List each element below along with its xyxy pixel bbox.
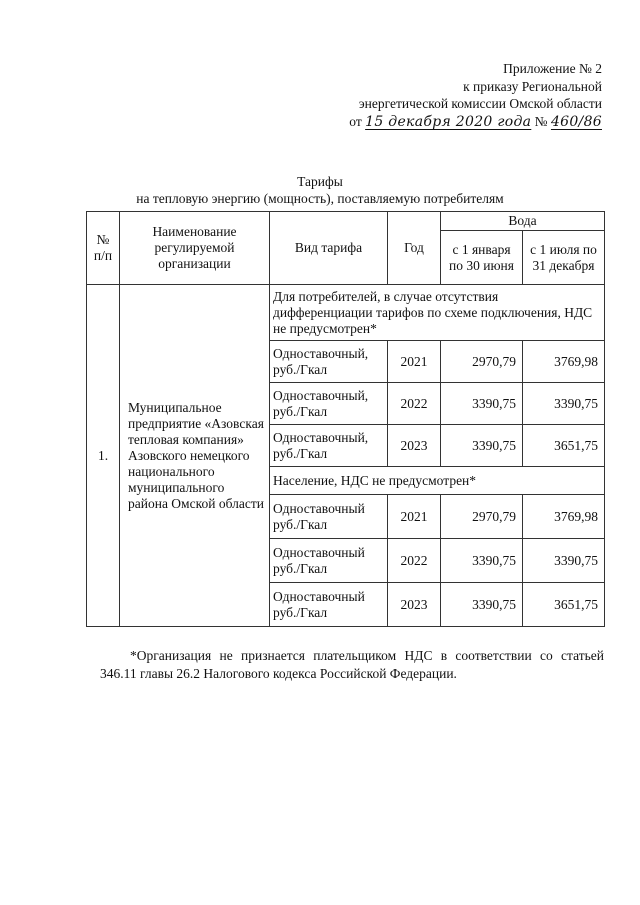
tariff-second-half: 3769,98	[523, 495, 605, 539]
organization-name: Муниципальное предприятие «Азовская тепловая компания» Азовского немецкого национального муниципального района Омской области	[120, 285, 270, 627]
tariff-kind: Одноставочный, руб./Гкал	[270, 383, 388, 425]
tariff-year: 2022	[388, 539, 441, 583]
tariff-kind: Одноставочный, руб./Гкал	[270, 425, 388, 467]
tariff-second-half: 3651,75	[523, 583, 605, 627]
group-title: Для потребителей, в случае отсутствия дифференциации тарифов по схеме подключения, НДС не предусмотрен*	[270, 285, 605, 341]
document-title	[0, 173, 640, 207]
order-reference: к приказу Региональной	[463, 78, 602, 94]
group-title: Население, НДС не предусмотрен*	[270, 467, 605, 495]
vat-footnote: *Организация не признается плательщиком НДС в соответствии со статьей 346.11 главы 26.2 Налогового кодекса Российской Федерации.	[100, 648, 604, 681]
tariff-second-half: 3769,98	[523, 341, 605, 383]
tariff-second-half: 3390,75	[523, 539, 605, 583]
tariff-year: 2021	[388, 495, 441, 539]
tariff-year: 2021	[388, 341, 441, 383]
tariff-year: 2022	[388, 383, 441, 425]
order-no-label: №	[534, 113, 548, 129]
tariff-kind: Одноставочный руб./Гкал	[270, 583, 388, 627]
header-no: № п/п	[87, 212, 120, 285]
order-from-label: от	[349, 113, 362, 129]
tariff-kind: Одноставочный руб./Гкал	[270, 539, 388, 583]
tariff-year: 2023	[388, 583, 441, 627]
group-row	[87, 285, 605, 341]
tariff-second-half: 3390,75	[523, 383, 605, 425]
tariff-first-half: 3390,75	[441, 425, 523, 467]
tariff-first-half: 2970,79	[441, 341, 523, 383]
appendix-header	[349, 60, 602, 131]
order-number: 460/86	[550, 113, 602, 130]
header-water: Вода	[441, 212, 605, 231]
header-org: Наименование регулируемой организации	[120, 212, 270, 285]
tariff-first-half: 2970,79	[441, 495, 523, 539]
tariff-table	[86, 211, 605, 627]
commission-name: энергетической комиссии Омской области	[358, 96, 602, 111]
title-line-2: на тепловую энергию (мощность), поставляемую потребителям	[136, 191, 504, 206]
header-second-half: с 1 июля по 31 декабря	[523, 231, 605, 285]
tariff-kind: Одноставочный руб./Гкал	[270, 495, 388, 539]
header-year: Год	[388, 212, 441, 285]
appendix-number: Приложение № 2	[503, 61, 602, 76]
tariff-kind: Одноставочный, руб./Гкал	[270, 341, 388, 383]
order-date-line	[349, 113, 602, 132]
row-number: 1.	[87, 285, 120, 627]
order-date: 15 декабря 2020 года	[365, 113, 532, 130]
tariff-first-half: 3390,75	[441, 539, 523, 583]
tariff-first-half: 3390,75	[441, 383, 523, 425]
tariff-second-half: 3651,75	[523, 425, 605, 467]
tariff-first-half: 3390,75	[441, 583, 523, 627]
header-first-half: с 1 января по 30 июня	[441, 231, 523, 285]
tariff-year: 2023	[388, 425, 441, 467]
title-line-1: Тарифы	[297, 174, 343, 189]
header-kind: Вид тарифа	[270, 212, 388, 285]
